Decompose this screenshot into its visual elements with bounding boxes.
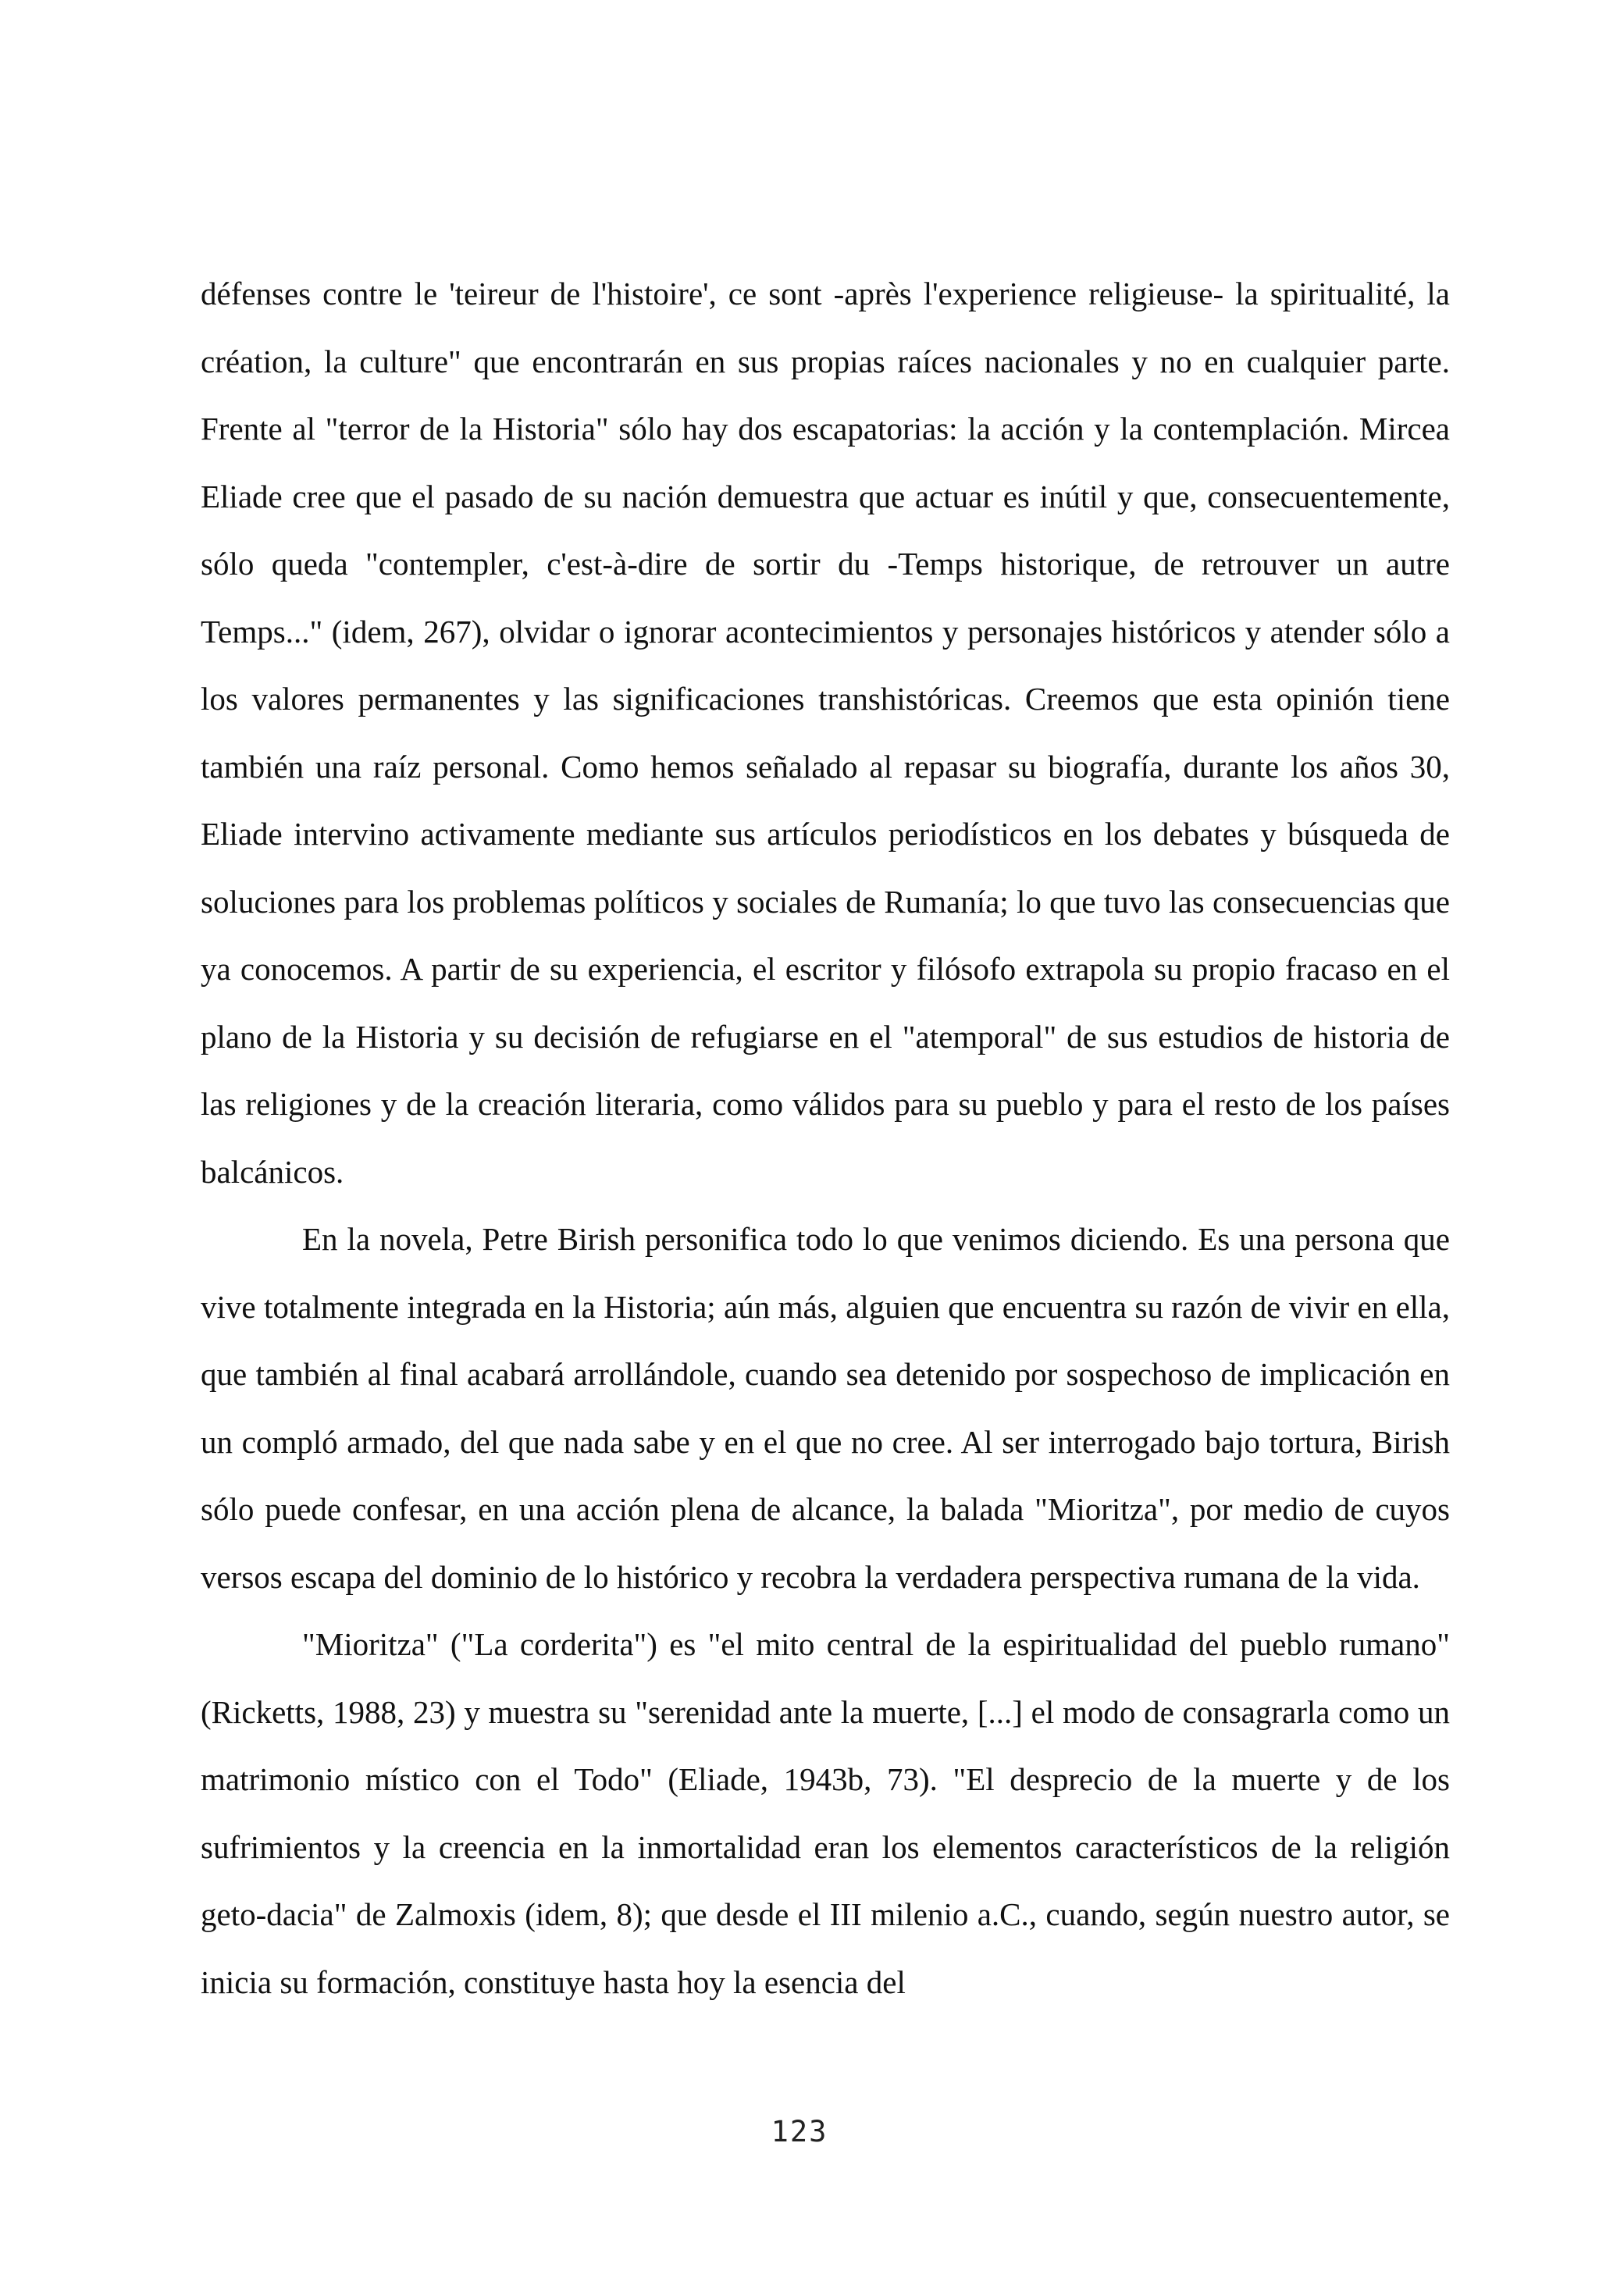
paragraph-continuation: défenses contre le 'teireur de l'histoire', ce sont -après l'experience religieuse- la spiritualité, la création, la culture" que encontrarán en sus propias raíces nacionales y no en cualquier parte. Frente al "terror de la Historia" sólo hay dos escapatorias: la acción y la contemplación. Mircea Eliade cree que el pasado de su nación demuestra que actuar es inútil y que, consecuentemente, sólo queda "contempler, c'est-à-dire de sortir du -Temps historique, de retrouver un autre Temps..." (idem, 267), olvidar o ignorar acontecimientos y personajes históricos y atender sólo a los valores permanentes y las significaciones transhistóricas. Creemos que esta opinión tiene también una raíz personal. Como hemos señalado al repasar su biografía, durante los años 30, Eliade intervino activamente mediante sus artículos periodísticos en los debates y búsqueda de soluciones para los problemas políticos y sociales de Rumanía; lo que tuvo las consecuencias que ya conocemos. A partir de su experiencia, el escritor y filósofo extrapola su propio fracaso en el plano de la Historia y su decisión de refugiarse en el "atemporal" de sus estudios de historia de las religiones y de la creación literaria, como válidos para su pueblo y para el resto de los países balcánicos. [201,276,1450,1190]
paragraph-birish: En la novela, Petre Birish personifica todo lo que venimos diciendo. Es una persona que vive totalmente integrada en la Historia; aún más, alguien que encuentra su razón de vivir en ella, que también al final acabará arrollándole, cuando sea detenido por sospechoso de implicación en un compló armado, del que nada sabe y en el que no cree. Al ser interrogado bajo tortura, Birish sólo puede confesar, en una acción plena de alcance, la balada "Mioritza", por medio de cuyos versos escapa del dominio de lo histórico y recobra la verdadera perspectiva rumana de la vida. [201,1221,1450,1595]
page-number: 123 [771,2115,828,2148]
paragraph-mioritza: "Mioritza" ("La corderita") es "el mito central de la espiritualidad del pueblo rumano" (Ricketts, 1988, 23) y muestra su "serenidad ante la muerte, [...] el modo de consagrarla como un matrimonio místico con el Todo" (Eliade, 1943b, 73). "El desprecio de la muerte y de los sufrimientos y la creencia en la inmortalidad eran los elementos característicos de la religión geto-dacia" de Zalmoxis (idem, 8); que desde el III milenio a.C., cuando, según nuestro autor, se inicia su formación, constituye hasta hoy la esencia del [201,1626,1450,2000]
body-text [201,260,1450,2016]
